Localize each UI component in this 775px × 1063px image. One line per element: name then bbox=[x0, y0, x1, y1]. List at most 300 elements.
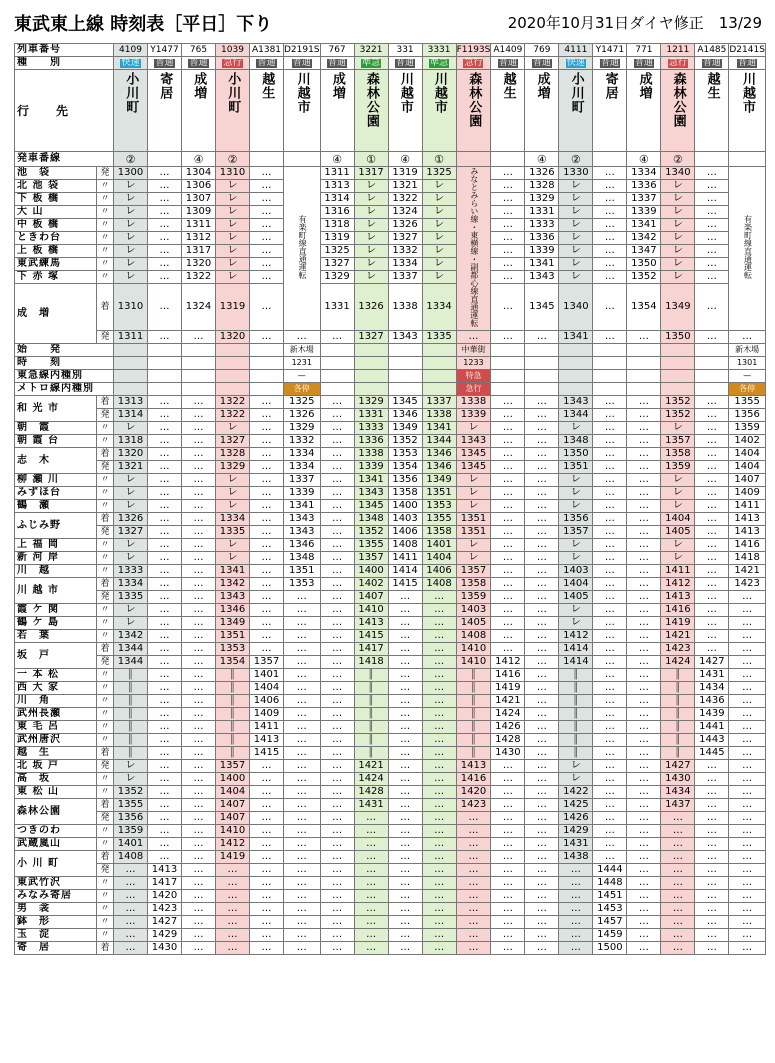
time-cell: レ bbox=[559, 773, 593, 786]
time-cell: … bbox=[491, 245, 525, 258]
time-cell: … bbox=[456, 942, 491, 955]
time-cell: … bbox=[627, 448, 661, 461]
time-cell: 1341 bbox=[216, 565, 250, 578]
service-note bbox=[729, 167, 766, 331]
time-cell: … bbox=[250, 617, 284, 630]
train-type-cell bbox=[491, 57, 525, 70]
time-cell: 1416 bbox=[491, 669, 525, 682]
time-cell: … bbox=[593, 232, 627, 245]
time-cell: … bbox=[661, 812, 695, 825]
time-cell: 1411 bbox=[250, 721, 284, 734]
time-cell: レ bbox=[114, 760, 148, 773]
time-cell: … bbox=[422, 773, 456, 786]
time-cell: 1316 bbox=[320, 206, 354, 219]
time-cell: … bbox=[320, 786, 354, 799]
time-cell: レ bbox=[559, 271, 593, 284]
time-cell: 1342 bbox=[216, 578, 250, 591]
time-cell: … bbox=[250, 258, 284, 271]
time-cell: ║ bbox=[216, 682, 250, 695]
station-mark: 〃 bbox=[97, 773, 114, 786]
time-cell: … bbox=[729, 682, 766, 695]
time-cell: 1459 bbox=[593, 929, 627, 942]
time-cell: レ bbox=[114, 773, 148, 786]
station-name: 鶴 瀬 bbox=[15, 500, 97, 513]
time-cell: … bbox=[491, 422, 525, 435]
time-cell: … bbox=[320, 721, 354, 734]
time-cell: 1421 bbox=[661, 630, 695, 643]
time-cell: 1410 bbox=[456, 643, 491, 656]
time-cell: … bbox=[284, 734, 321, 747]
train-type-cell bbox=[250, 57, 284, 70]
destination-cell bbox=[627, 70, 661, 152]
time-cell: … bbox=[284, 708, 321, 721]
time-cell: 1346 bbox=[284, 539, 321, 552]
time-cell: 1448 bbox=[593, 877, 627, 890]
time-cell: 1339 bbox=[627, 206, 661, 219]
time-cell: … bbox=[525, 864, 559, 877]
time-cell: … bbox=[182, 617, 216, 630]
train-origin_time bbox=[627, 357, 661, 370]
time-cell: 1327 bbox=[388, 232, 422, 245]
train-type-badge: 急行 bbox=[464, 58, 483, 68]
train-type-badge: 快速 bbox=[566, 58, 585, 68]
time-cell: 1430 bbox=[661, 773, 695, 786]
time-cell: … bbox=[525, 695, 559, 708]
time-cell: … bbox=[388, 708, 422, 721]
time-cell: … bbox=[729, 747, 766, 760]
train-tokyu bbox=[491, 370, 525, 383]
time-cell: … bbox=[250, 578, 284, 591]
time-cell: 1401 bbox=[114, 838, 148, 851]
time-cell: 1320 bbox=[114, 448, 148, 461]
time-cell: … bbox=[182, 695, 216, 708]
time-cell: レ bbox=[114, 193, 148, 206]
time-cell: ║ bbox=[661, 669, 695, 682]
time-cell: 1407 bbox=[216, 812, 250, 825]
time-cell: … bbox=[729, 825, 766, 838]
time-cell: ║ bbox=[216, 721, 250, 734]
label-platform: 発車番線 bbox=[15, 152, 114, 167]
time-cell: 1403 bbox=[456, 604, 491, 617]
station-mark: 〃 bbox=[97, 903, 114, 916]
time-cell: 1346 bbox=[388, 409, 422, 422]
time-cell: … bbox=[422, 669, 456, 682]
train-type-badge: 普通 bbox=[702, 58, 721, 68]
time-cell: 1333 bbox=[354, 422, 388, 435]
time-cell: 1339 bbox=[284, 487, 321, 500]
time-cell: 1343 bbox=[559, 396, 593, 409]
time-cell: ║ bbox=[661, 682, 695, 695]
destination-cell bbox=[148, 70, 182, 152]
train-metro: 各停 bbox=[729, 383, 766, 396]
time-cell: 1329 bbox=[525, 193, 559, 206]
time-cell: … bbox=[593, 643, 627, 656]
time-cell: … bbox=[729, 877, 766, 890]
time-cell: … bbox=[354, 851, 388, 864]
station-name: つきのわ bbox=[15, 825, 97, 838]
time-cell: 1346 bbox=[422, 448, 456, 461]
time-cell: 1453 bbox=[593, 903, 627, 916]
station-mark: 〃 bbox=[97, 929, 114, 942]
time-cell: … bbox=[250, 760, 284, 773]
time-cell: 1335 bbox=[422, 331, 456, 344]
time-cell: 1319 bbox=[216, 284, 250, 331]
time-cell: 1338 bbox=[422, 409, 456, 422]
time-cell: … bbox=[250, 271, 284, 284]
through-service-note: みなとみらい線・東横線・副都心線直通運転 bbox=[469, 167, 479, 327]
time-cell: … bbox=[388, 630, 422, 643]
station-name: 鶴 ケ 島 bbox=[15, 617, 97, 630]
time-cell: … bbox=[388, 669, 422, 682]
time-cell: 1327 bbox=[114, 526, 148, 539]
time-cell: … bbox=[388, 942, 422, 955]
train-type-cell bbox=[456, 57, 491, 70]
station-name: 一 本 松 bbox=[15, 669, 97, 682]
time-cell: … bbox=[559, 929, 593, 942]
destination-cell bbox=[182, 70, 216, 152]
time-cell: … bbox=[148, 578, 182, 591]
train-type-cell bbox=[422, 57, 456, 70]
time-cell: … bbox=[250, 552, 284, 565]
time-cell: … bbox=[182, 552, 216, 565]
time-cell: … bbox=[593, 487, 627, 500]
time-cell: … bbox=[388, 721, 422, 734]
time-cell: … bbox=[593, 331, 627, 344]
time-cell: … bbox=[695, 565, 729, 578]
time-cell: … bbox=[422, 747, 456, 760]
train-origin bbox=[695, 344, 729, 357]
time-cell: 1409 bbox=[250, 708, 284, 721]
time-cell: … bbox=[354, 864, 388, 877]
train-origin_time: 1231 bbox=[284, 357, 321, 370]
time-cell: … bbox=[491, 258, 525, 271]
time-cell: 1309 bbox=[182, 206, 216, 219]
time-cell: … bbox=[148, 193, 182, 206]
time-cell: … bbox=[627, 838, 661, 851]
time-cell: … bbox=[320, 695, 354, 708]
time-cell: ║ bbox=[456, 747, 491, 760]
time-cell: … bbox=[284, 786, 321, 799]
time-cell: … bbox=[250, 284, 284, 331]
train-origin bbox=[388, 344, 422, 357]
station-mark: 〃 bbox=[97, 435, 114, 448]
time-cell: 1312 bbox=[182, 232, 216, 245]
time-cell: 1322 bbox=[216, 396, 250, 409]
station-mark: 〃 bbox=[97, 258, 114, 271]
time-cell: … bbox=[250, 825, 284, 838]
time-cell: … bbox=[148, 747, 182, 760]
time-cell: … bbox=[559, 916, 593, 929]
time-cell: … bbox=[627, 591, 661, 604]
time-cell: … bbox=[627, 656, 661, 669]
time-cell: … bbox=[148, 851, 182, 864]
time-cell: … bbox=[729, 331, 766, 344]
time-cell: … bbox=[422, 799, 456, 812]
time-cell: … bbox=[593, 284, 627, 331]
time-cell: … bbox=[182, 422, 216, 435]
station-mark: 〃 bbox=[97, 734, 114, 747]
time-cell: … bbox=[593, 565, 627, 578]
time-cell: … bbox=[627, 877, 661, 890]
time-cell: … bbox=[388, 838, 422, 851]
time-cell: … bbox=[182, 682, 216, 695]
time-cell: … bbox=[456, 812, 491, 825]
time-cell: 1413 bbox=[250, 734, 284, 747]
time-cell: … bbox=[320, 578, 354, 591]
time-cell: 1404 bbox=[422, 552, 456, 565]
time-cell: 1401 bbox=[250, 669, 284, 682]
time-cell: … bbox=[320, 500, 354, 513]
station-name: 若 葉 bbox=[15, 630, 97, 643]
time-cell: 1344 bbox=[422, 435, 456, 448]
destination-cell bbox=[216, 70, 250, 152]
train-origin bbox=[182, 344, 216, 357]
time-cell: … bbox=[491, 526, 525, 539]
time-cell: … bbox=[320, 903, 354, 916]
time-cell: … bbox=[148, 604, 182, 617]
time-cell: … bbox=[388, 747, 422, 760]
time-cell: … bbox=[250, 903, 284, 916]
time-cell: 1413 bbox=[148, 864, 182, 877]
time-cell: … bbox=[491, 461, 525, 474]
time-cell: … bbox=[182, 903, 216, 916]
time-cell: 1337 bbox=[388, 271, 422, 284]
time-cell: 1443 bbox=[695, 734, 729, 747]
time-cell: … bbox=[729, 942, 766, 955]
time-cell: 1334 bbox=[627, 167, 661, 180]
time-cell: レ bbox=[661, 245, 695, 258]
time-cell: ║ bbox=[216, 708, 250, 721]
station-name: 武蔵嵐山 bbox=[15, 838, 97, 851]
time-cell: … bbox=[593, 245, 627, 258]
time-cell: … bbox=[729, 838, 766, 851]
time-cell: … bbox=[182, 864, 216, 877]
train-type-badge: 普通 bbox=[498, 58, 517, 68]
train-metro bbox=[593, 383, 627, 396]
time-cell: … bbox=[320, 513, 354, 526]
time-cell: 1358 bbox=[388, 487, 422, 500]
time-cell: … bbox=[695, 864, 729, 877]
time-cell: … bbox=[627, 851, 661, 864]
time-cell: … bbox=[422, 942, 456, 955]
station-name: 武州長瀬 bbox=[15, 708, 97, 721]
label-origin: 始 発 bbox=[15, 344, 114, 357]
train-number: Y1471 bbox=[593, 44, 627, 57]
time-cell: レ bbox=[114, 604, 148, 617]
time-cell: … bbox=[148, 232, 182, 245]
time-cell: … bbox=[627, 864, 661, 877]
time-cell: 1318 bbox=[114, 435, 148, 448]
time-cell: … bbox=[320, 760, 354, 773]
time-cell: 1345 bbox=[354, 500, 388, 513]
station-name: 坂 戸 bbox=[15, 643, 97, 669]
time-cell: … bbox=[525, 942, 559, 955]
time-cell: … bbox=[148, 500, 182, 513]
time-cell: 1428 bbox=[491, 734, 525, 747]
time-cell: … bbox=[388, 643, 422, 656]
train-metro bbox=[114, 383, 148, 396]
time-cell: … bbox=[354, 929, 388, 942]
time-cell: … bbox=[284, 643, 321, 656]
time-cell: … bbox=[250, 461, 284, 474]
time-cell: … bbox=[491, 448, 525, 461]
time-cell: … bbox=[148, 474, 182, 487]
train-type-badge: 準急 bbox=[430, 58, 449, 68]
time-cell: … bbox=[695, 193, 729, 206]
time-cell: … bbox=[695, 890, 729, 903]
time-cell: 1427 bbox=[661, 760, 695, 773]
time-cell: … bbox=[250, 773, 284, 786]
time-cell: 1438 bbox=[559, 851, 593, 864]
train-tokyu bbox=[182, 370, 216, 383]
time-cell: … bbox=[491, 643, 525, 656]
time-cell: … bbox=[250, 838, 284, 851]
time-cell: … bbox=[388, 916, 422, 929]
time-cell: … bbox=[148, 786, 182, 799]
time-cell: … bbox=[627, 604, 661, 617]
time-cell: レ bbox=[559, 617, 593, 630]
time-cell: … bbox=[627, 695, 661, 708]
destination-cell bbox=[729, 70, 766, 152]
time-cell: … bbox=[695, 799, 729, 812]
train-origin_time bbox=[148, 357, 182, 370]
time-cell: … bbox=[695, 245, 729, 258]
time-cell: … bbox=[320, 825, 354, 838]
time-cell: … bbox=[695, 643, 729, 656]
time-cell: … bbox=[148, 773, 182, 786]
time-cell: 1400 bbox=[216, 773, 250, 786]
time-cell: 1338 bbox=[388, 284, 422, 331]
time-cell: … bbox=[456, 903, 491, 916]
time-cell: 1423 bbox=[729, 578, 766, 591]
time-cell: レ bbox=[216, 258, 250, 271]
time-cell: … bbox=[627, 760, 661, 773]
time-cell: … bbox=[491, 565, 525, 578]
time-cell: 1425 bbox=[559, 799, 593, 812]
time-cell: … bbox=[284, 903, 321, 916]
time-cell: 1339 bbox=[354, 461, 388, 474]
destination: 成増 bbox=[636, 72, 652, 100]
time-cell: … bbox=[320, 942, 354, 955]
time-cell: … bbox=[148, 630, 182, 643]
time-cell: … bbox=[627, 643, 661, 656]
time-cell: … bbox=[695, 552, 729, 565]
time-cell: … bbox=[148, 284, 182, 331]
time-cell: レ bbox=[216, 193, 250, 206]
time-cell: 1355 bbox=[354, 539, 388, 552]
station-mark: 発 bbox=[97, 591, 114, 604]
time-cell: … bbox=[695, 331, 729, 344]
platform bbox=[148, 152, 182, 167]
time-cell: … bbox=[284, 747, 321, 760]
station-mark: 発 bbox=[97, 812, 114, 825]
time-cell: 1349 bbox=[388, 422, 422, 435]
time-cell: 1404 bbox=[216, 786, 250, 799]
train-type-badge: 普通 bbox=[292, 58, 311, 68]
time-cell: 1434 bbox=[695, 682, 729, 695]
train-origin: 新木場 bbox=[284, 344, 321, 357]
time-cell: レ bbox=[354, 271, 388, 284]
train-tokyu bbox=[559, 370, 593, 383]
time-cell: … bbox=[491, 284, 525, 331]
time-cell: … bbox=[422, 604, 456, 617]
station-name: 小 川 町 bbox=[15, 851, 97, 877]
time-cell: 1306 bbox=[182, 180, 216, 193]
time-cell: … bbox=[250, 487, 284, 500]
time-cell: … bbox=[250, 396, 284, 409]
time-cell: 1427 bbox=[695, 656, 729, 669]
time-cell: … bbox=[695, 448, 729, 461]
time-cell: 1410 bbox=[216, 825, 250, 838]
train-number: D2191S bbox=[284, 44, 320, 55]
station-name: 東武竹沢 bbox=[15, 877, 97, 890]
station-mark: 着 bbox=[97, 799, 114, 812]
time-cell: … bbox=[729, 916, 766, 929]
time-cell: … bbox=[148, 656, 182, 669]
time-cell: … bbox=[695, 916, 729, 929]
time-cell: … bbox=[525, 474, 559, 487]
time-cell: レ bbox=[559, 180, 593, 193]
time-cell: … bbox=[284, 942, 321, 955]
time-cell: … bbox=[695, 167, 729, 180]
time-cell: … bbox=[216, 929, 250, 942]
station-name: 川 角 bbox=[15, 695, 97, 708]
time-cell: … bbox=[593, 193, 627, 206]
time-cell: … bbox=[593, 773, 627, 786]
timetable bbox=[14, 43, 766, 955]
label-origin-time: 時 刻 bbox=[15, 357, 114, 370]
time-cell: 1401 bbox=[422, 539, 456, 552]
time-cell: … bbox=[627, 773, 661, 786]
time-cell: … bbox=[320, 539, 354, 552]
destination: 川越市 bbox=[431, 72, 447, 114]
time-cell: … bbox=[422, 825, 456, 838]
time-cell: … bbox=[182, 591, 216, 604]
time-cell: … bbox=[593, 258, 627, 271]
time-cell: … bbox=[525, 916, 559, 929]
time-cell: … bbox=[456, 890, 491, 903]
time-cell: … bbox=[114, 916, 148, 929]
time-cell: 1344 bbox=[559, 409, 593, 422]
time-cell: … bbox=[182, 812, 216, 825]
time-cell: 1426 bbox=[559, 812, 593, 825]
train-type-badge: 普通 bbox=[634, 58, 653, 68]
train-origin_time bbox=[216, 357, 250, 370]
station-name: 北 池 袋 bbox=[15, 180, 97, 193]
train-type-cell bbox=[695, 57, 729, 70]
time-cell: 1412 bbox=[661, 578, 695, 591]
time-cell: レ bbox=[559, 258, 593, 271]
train-origin bbox=[148, 344, 182, 357]
time-cell: … bbox=[148, 245, 182, 258]
time-cell: … bbox=[491, 539, 525, 552]
station-mark: 〃 bbox=[97, 500, 114, 513]
time-cell: … bbox=[250, 206, 284, 219]
time-cell: … bbox=[182, 708, 216, 721]
station-name: 北 坂 戸 bbox=[15, 760, 97, 773]
time-cell: 1421 bbox=[491, 695, 525, 708]
time-cell: 1307 bbox=[182, 193, 216, 206]
time-cell: 1326 bbox=[354, 284, 388, 331]
time-cell: レ bbox=[216, 500, 250, 513]
time-cell: … bbox=[491, 617, 525, 630]
time-cell: 1358 bbox=[661, 448, 695, 461]
time-cell: 1334 bbox=[388, 258, 422, 271]
time-cell: … bbox=[148, 513, 182, 526]
time-cell: … bbox=[284, 630, 321, 643]
time-cell: … bbox=[182, 396, 216, 409]
station-name: 川 越 市 bbox=[15, 578, 97, 604]
